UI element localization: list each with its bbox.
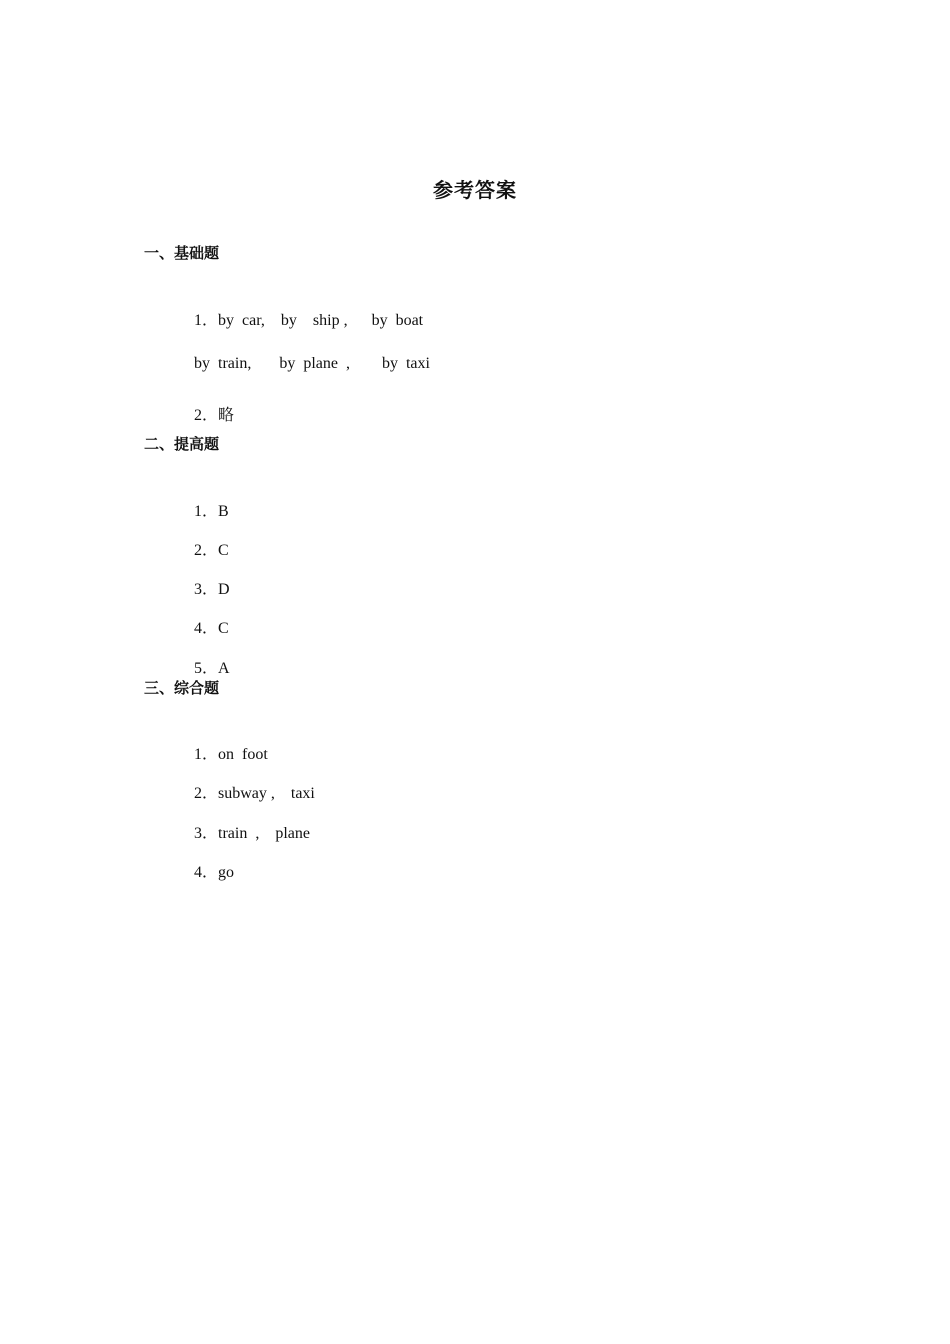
page-title: 参考答案: [433, 178, 517, 202]
answer-number: 1．: [194, 746, 219, 763]
section-heading-advanced: 二、提高题: [144, 435, 220, 453]
answer-text: C: [218, 542, 229, 559]
answer-number: 3．: [194, 825, 219, 842]
answer-text: D: [218, 581, 230, 598]
answer-number: 3．: [194, 581, 219, 598]
answer-number: 4．: [194, 620, 219, 637]
section-heading-comprehensive: 三、综合题: [144, 679, 220, 697]
answer-number: 1．: [194, 503, 219, 520]
answer-text: 略: [218, 407, 235, 424]
answer-number: 5．: [194, 660, 219, 677]
section-heading-basic: 一、基础题: [144, 244, 220, 262]
answer-number: 2．: [194, 542, 219, 559]
answer-text: by train, by plane , by taxi: [194, 355, 430, 372]
answer-number: 2．: [194, 785, 219, 802]
answer-text: subway , taxi: [218, 785, 315, 802]
answer-line: [178, 337, 430, 391]
answer-number: 2．: [194, 407, 219, 424]
answer-text: B: [218, 503, 229, 520]
answer-text: on foot: [218, 746, 268, 763]
answer-text: go: [218, 864, 234, 881]
answer-number: 1．: [194, 312, 219, 329]
answer-text: A: [218, 660, 230, 677]
answer-line: [178, 841, 234, 900]
answer-text: C: [218, 620, 229, 637]
answer-text: train , plane: [218, 825, 310, 842]
answer-text: by car, by ship , by boat: [218, 312, 424, 329]
answer-number: 4．: [194, 864, 219, 881]
